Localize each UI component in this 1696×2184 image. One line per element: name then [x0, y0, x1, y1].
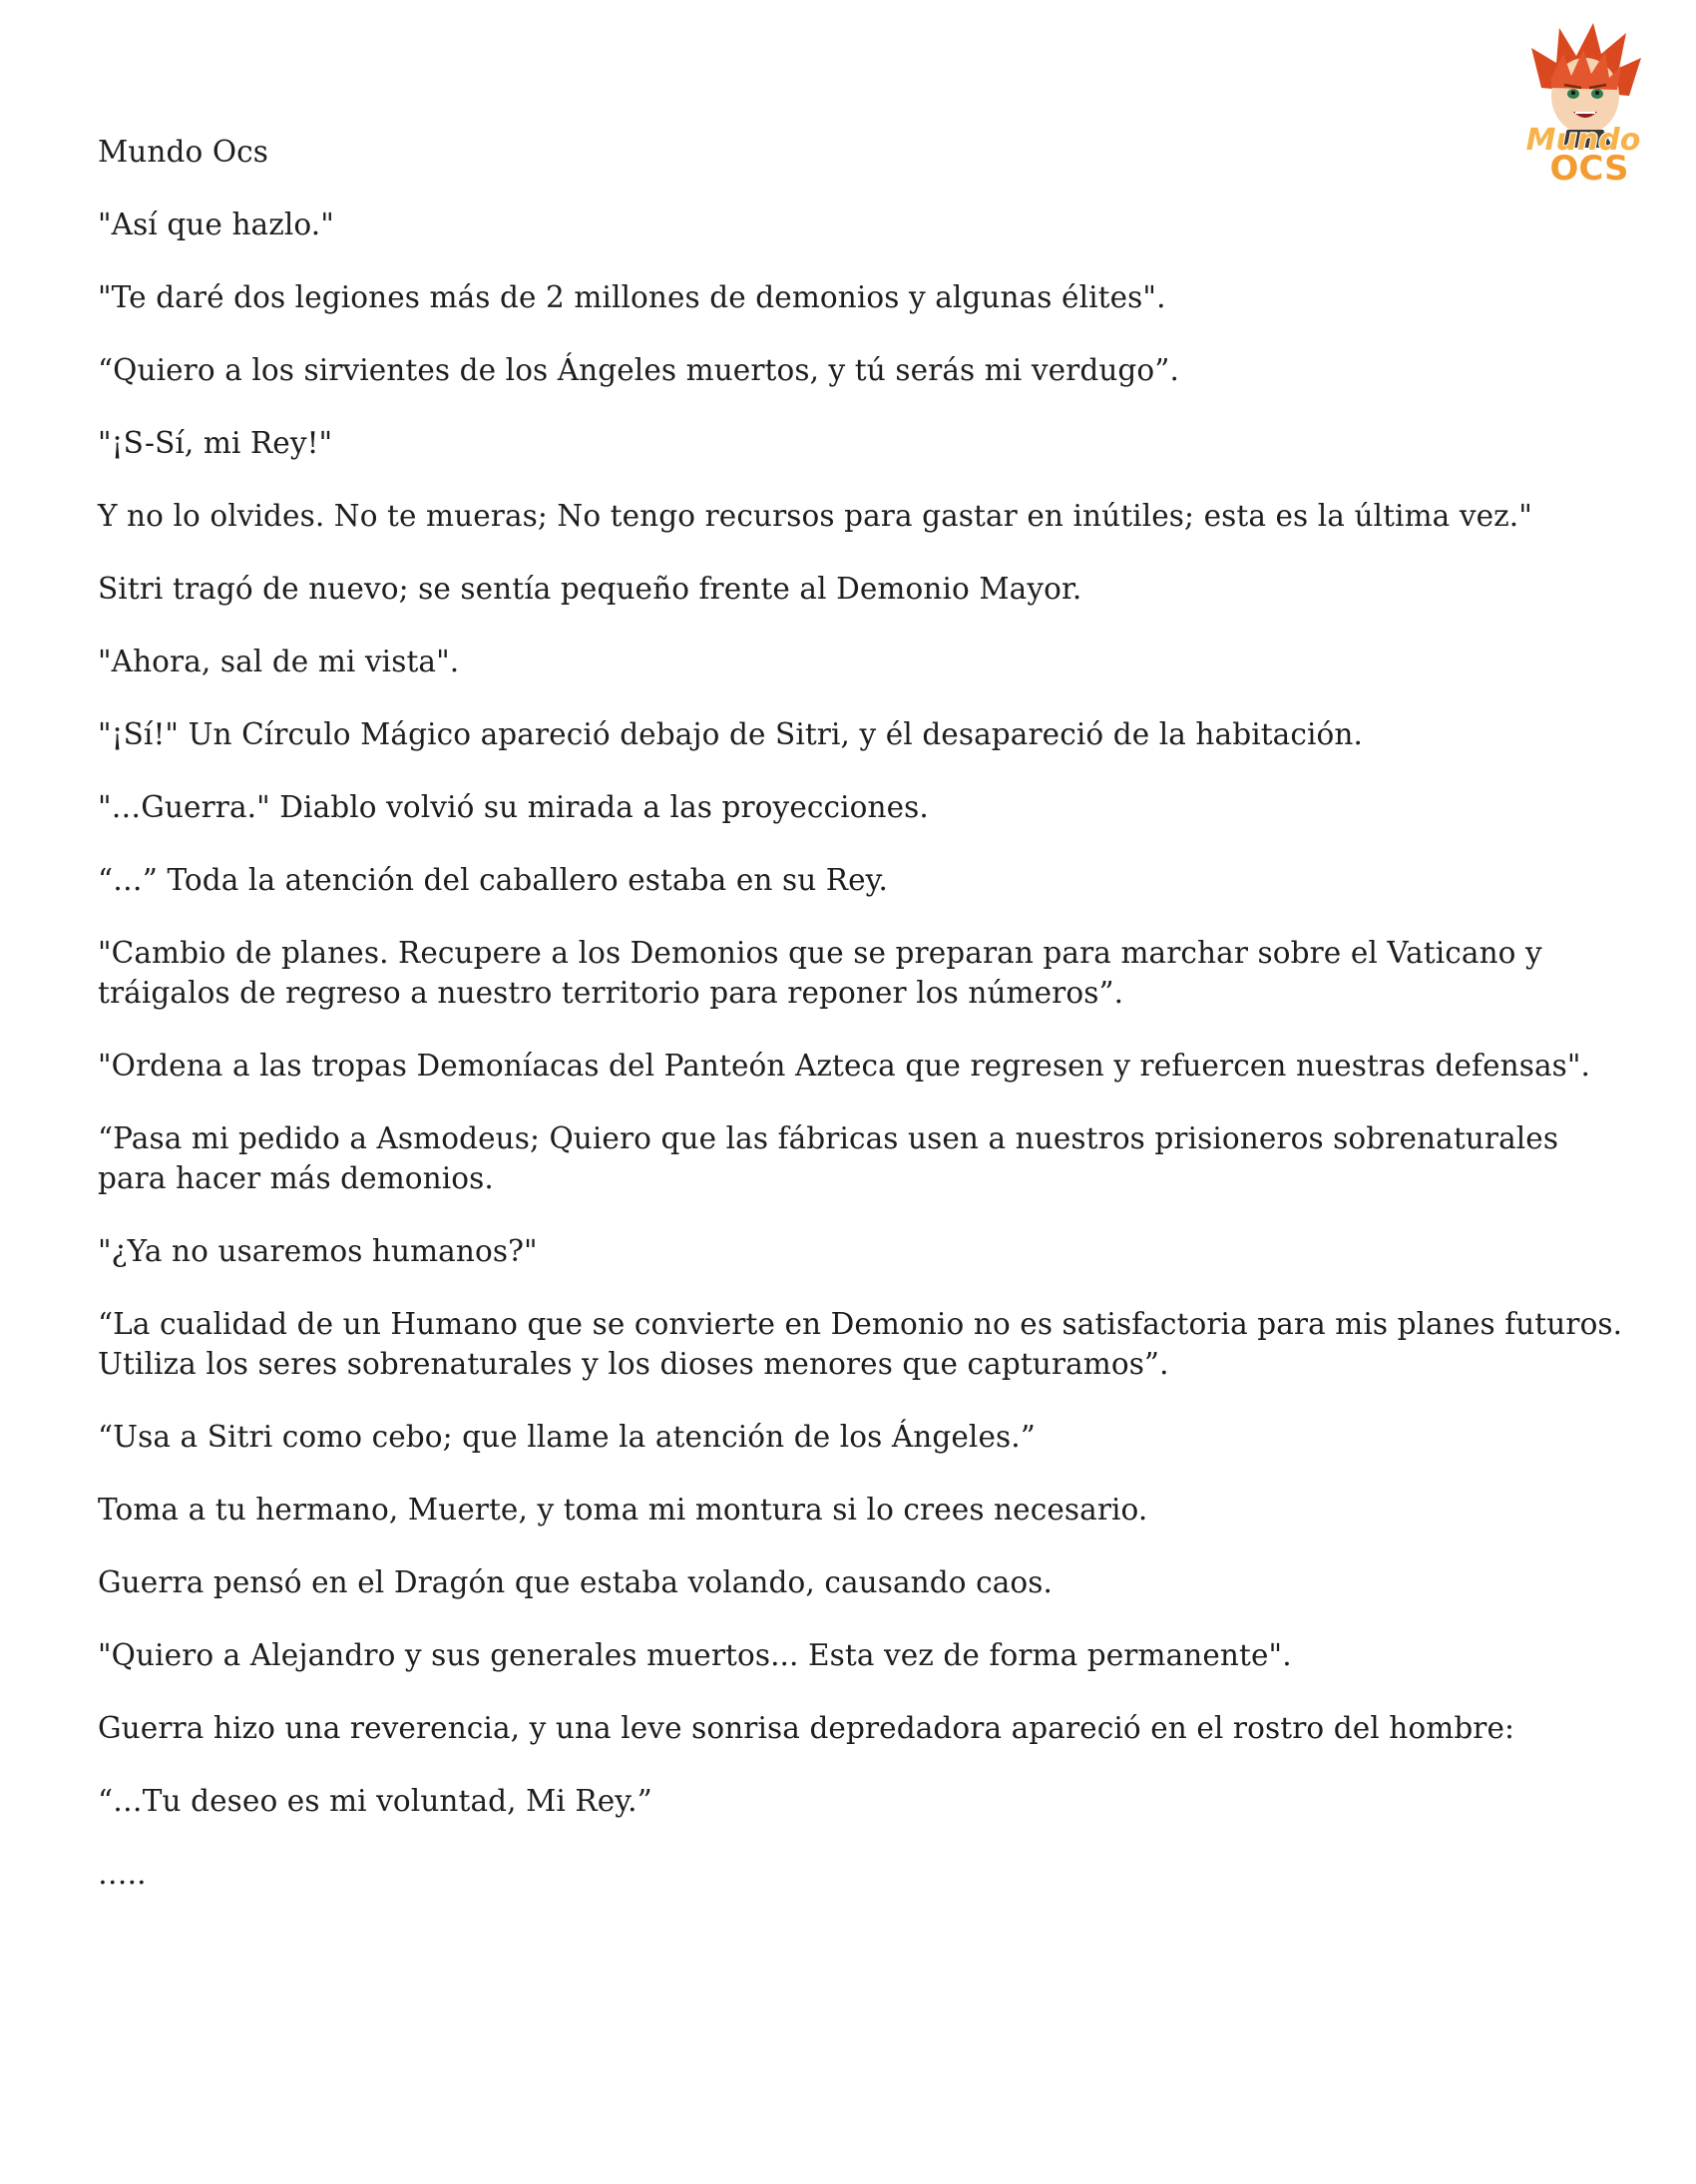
- paragraph: “…Tu deseo es mi voluntad, Mi Rey.”: [98, 1784, 652, 1818]
- paragraph: "¡S-Sí, mi Rey!": [98, 426, 333, 460]
- paragraph: Y no lo olvides. No te mueras; No tengo recursos para gastar en inútiles; esta es la última vez.": [98, 499, 1532, 533]
- paragraph: …..: [98, 1857, 147, 1891]
- svg-text:OCS: OCS: [1549, 149, 1629, 188]
- paragraph: Sitri tragó de nuevo; se sentía pequeño frente al Demonio Mayor.: [98, 572, 1082, 606]
- paragraph: Guerra pensó en el Dragón que estaba volando, causando caos.: [98, 1565, 1053, 1599]
- paragraph: “Usa a Sitri como cebo; que llame la atención de los Ángeles.”: [98, 1420, 1036, 1454]
- paragraph: "¡Sí!" Un Círculo Mágico apareció debajo de Sitri, y él desapareció de la habitación.: [98, 717, 1363, 751]
- paragraph: “…” Toda la atención del caballero estaba en su Rey.: [98, 863, 888, 897]
- paragraph: "Así que hazlo.": [98, 208, 334, 241]
- paragraph: "Ordena a las tropas Demoníacas del Panteón Azteca que regresen y refuercen nuestras defensas".: [98, 1049, 1591, 1083]
- paragraph: "Te daré dos legiones más de 2 millones de demonios y algunas élites".: [98, 280, 1166, 314]
- paragraph: “Pasa mi pedido a Asmodeus; Quiero que las fábricas usen a nuestros prisioneros sobrenaturales para hacer más demonios.: [98, 1121, 1559, 1195]
- paragraph: "¿Ya no usaremos humanos?": [98, 1234, 538, 1268]
- paragraph: "Ahora, sal de mi vista".: [98, 645, 460, 678]
- paragraph: "Cambio de planes. Recupere a los Demonios que se preparan para marchar sobre el Vaticano y tráigalos de regreso a nuestro territorio para reponer los números”.: [98, 936, 1542, 1010]
- paragraph: "…Guerra." Diablo volvió su mirada a las proyecciones.: [98, 790, 929, 824]
- document-body: [98, 132, 1634, 1927]
- paragraph: “La cualidad de un Humano que se convierte en Demonio no es satisfactoria para mis planes futuros. Utiliza los seres sobrenaturales y los dioses menores que capturamos”.: [98, 1307, 1623, 1381]
- paragraph: "Quiero a Alejandro y sus generales muertos... Esta vez de forma permanente".: [98, 1638, 1292, 1672]
- paragraph: Mundo Ocs: [98, 135, 268, 169]
- svg-text:Mundo: Mundo: [1525, 123, 1641, 158]
- paragraph: Guerra hizo una reverencia, y una leve sonrisa depredadora apareció en el rostro del hombre:: [98, 1711, 1515, 1745]
- paragraph: “Quiero a los sirvientes de los Ángeles muertos, y tú serás mi verdugo”.: [98, 353, 1179, 387]
- paragraph: Toma a tu hermano, Muerte, y toma mi montura si lo crees necesario.: [98, 1493, 1148, 1527]
